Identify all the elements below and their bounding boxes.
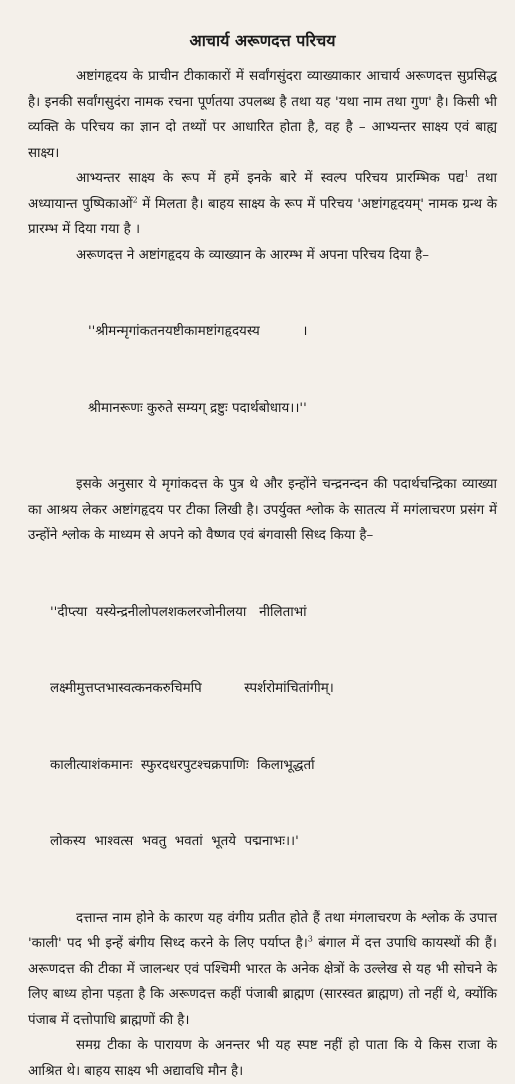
verse-line: लक्ष्मीमुत्तप्तभास्वत्कनकरुचिमपि स्पर्शरोमांचितांगीम्।	[50, 681, 334, 696]
paragraph-6: समग्र टीका के पारायण के अनन्तर भी यह स्पष्ट नहीं हो पाता कि ये किस राजा के आश्रित थे। बाहय साक्ष्य भी अद्यावधि मौन है।	[28, 1038, 497, 1079]
paragraph-1: अष्टांगहृदय के प्राचीन टीकाकारों में सर्वांगसुंदरा व्याख्याकार आचार्य अरूणदत्त सुप्रसिद्ध है। इनकी सर्वांगसुदंरा नामक रचना पूर्णतया उपलब्ध है तथा यह 'यथा नाम तथा गुण' है। किसी भी व्यक्ति के परिचय का ज्ञान दो तथ्यों पर आधारित होता है, वह है – आभ्यन्तर साक्ष्य एवं बाह्य साक्ष्य।	[28, 69, 497, 161]
footnote-marker-2: 2	[132, 195, 138, 205]
verse-line: श्रीमानरूणः कुरुते सम्यग् द्रष्टुः पदार्थबोधाय।।''	[88, 400, 307, 416]
footnote-marker-1: 1	[464, 169, 470, 179]
paragraph-2-part-c: में मिलता है। बाहय साक्ष्य के रूप में परिचय 'अष्टांगहृदयम्' नामक ग्रन्थ के प्रारम्भ में दिया गया है ।	[28, 196, 497, 237]
verse-block-1	[28, 268, 497, 472]
paragraph-2-part-a: आभ्यन्तर साक्ष्य के रूप में हमें इनके बारे में स्वल्प परिचय प्रारम्भिक पद्य	[76, 171, 465, 186]
page-title: आचार्य अरूणदत्त परिचय	[189, 31, 336, 50]
paragraph-3: अरूणदत्त ने अष्टांगहृदय के व्याख्यान के आरम्भ में अपना परिचय दिया है–	[76, 247, 429, 263]
paragraph-4: इसके अनुसार ये मृगांकदत्त के पुत्र थे और इन्होंने चन्द्रनन्दन की पदार्थचन्द्रिका व्याख्या का आश्रय लेकर अष्टांगहृदय पर टीका लिखी है। उपर्युक्त श्लोक के सातत्य में मगंलाचरण प्रसंग में उन्होंने श्लोक के माध्यम से अपने को वैष्णव एवं बंगवासी सिध्द किया है–	[28, 477, 497, 543]
verse-line: ''श्रीमन्मृगांकतनयष्टीकामष्टांगहृदयस्य ।	[88, 324, 308, 339]
paragraph-2-part-b: तथा अध्यायान्त पुष्पिकाओं	[28, 171, 497, 212]
verse-line: कालीत्याशंकमानः स्फुरदधरपुटश्चक्रपाणिः किलाभूद्धर्ता	[50, 757, 315, 773]
paragraph-5-part-b: बंगाल में दत्त उपाधि कायस्थों की हैं। अरूणदत्त की टीका में जालन्धर एवं पश्चिमी भारत के अनेक क्षेत्रों के उल्लेख से यह भी सोचने के लिए बाध्य होना पड़ता है कि अरूणदत्त कहीं पंजाबी ब्राह्मण (सारस्वत ब्राह्मण) तो नहीं थे, क्योंकि पंजाब में दत्तोपाधि ब्राह्मणों की है।	[28, 936, 498, 1028]
footnote-marker-3: 3	[307, 934, 313, 944]
verse-line: लोकस्य भाश्वत्स भवतु भवतां भूतये पद्मनाभः।।'	[50, 834, 299, 849]
paragraph-5-part-a: दत्तान्त नाम होने के कारण यह वंगीय प्रतीत होते हैं तथा मंगलाचरण के श्लोक कें उपात्त 'काली' पद भी इन्हें बंगीय सिध्द करने के लिए पर्याप्त है।	[28, 910, 497, 951]
paragraph-2	[28, 166, 497, 243]
paragraph-5	[28, 906, 497, 1034]
verse-block-2	[28, 549, 497, 906]
verse-line: ''दीप्त्या यस्येन्द्रनीलोपलशकलरजोनीलया नीलिताभां	[50, 604, 307, 620]
